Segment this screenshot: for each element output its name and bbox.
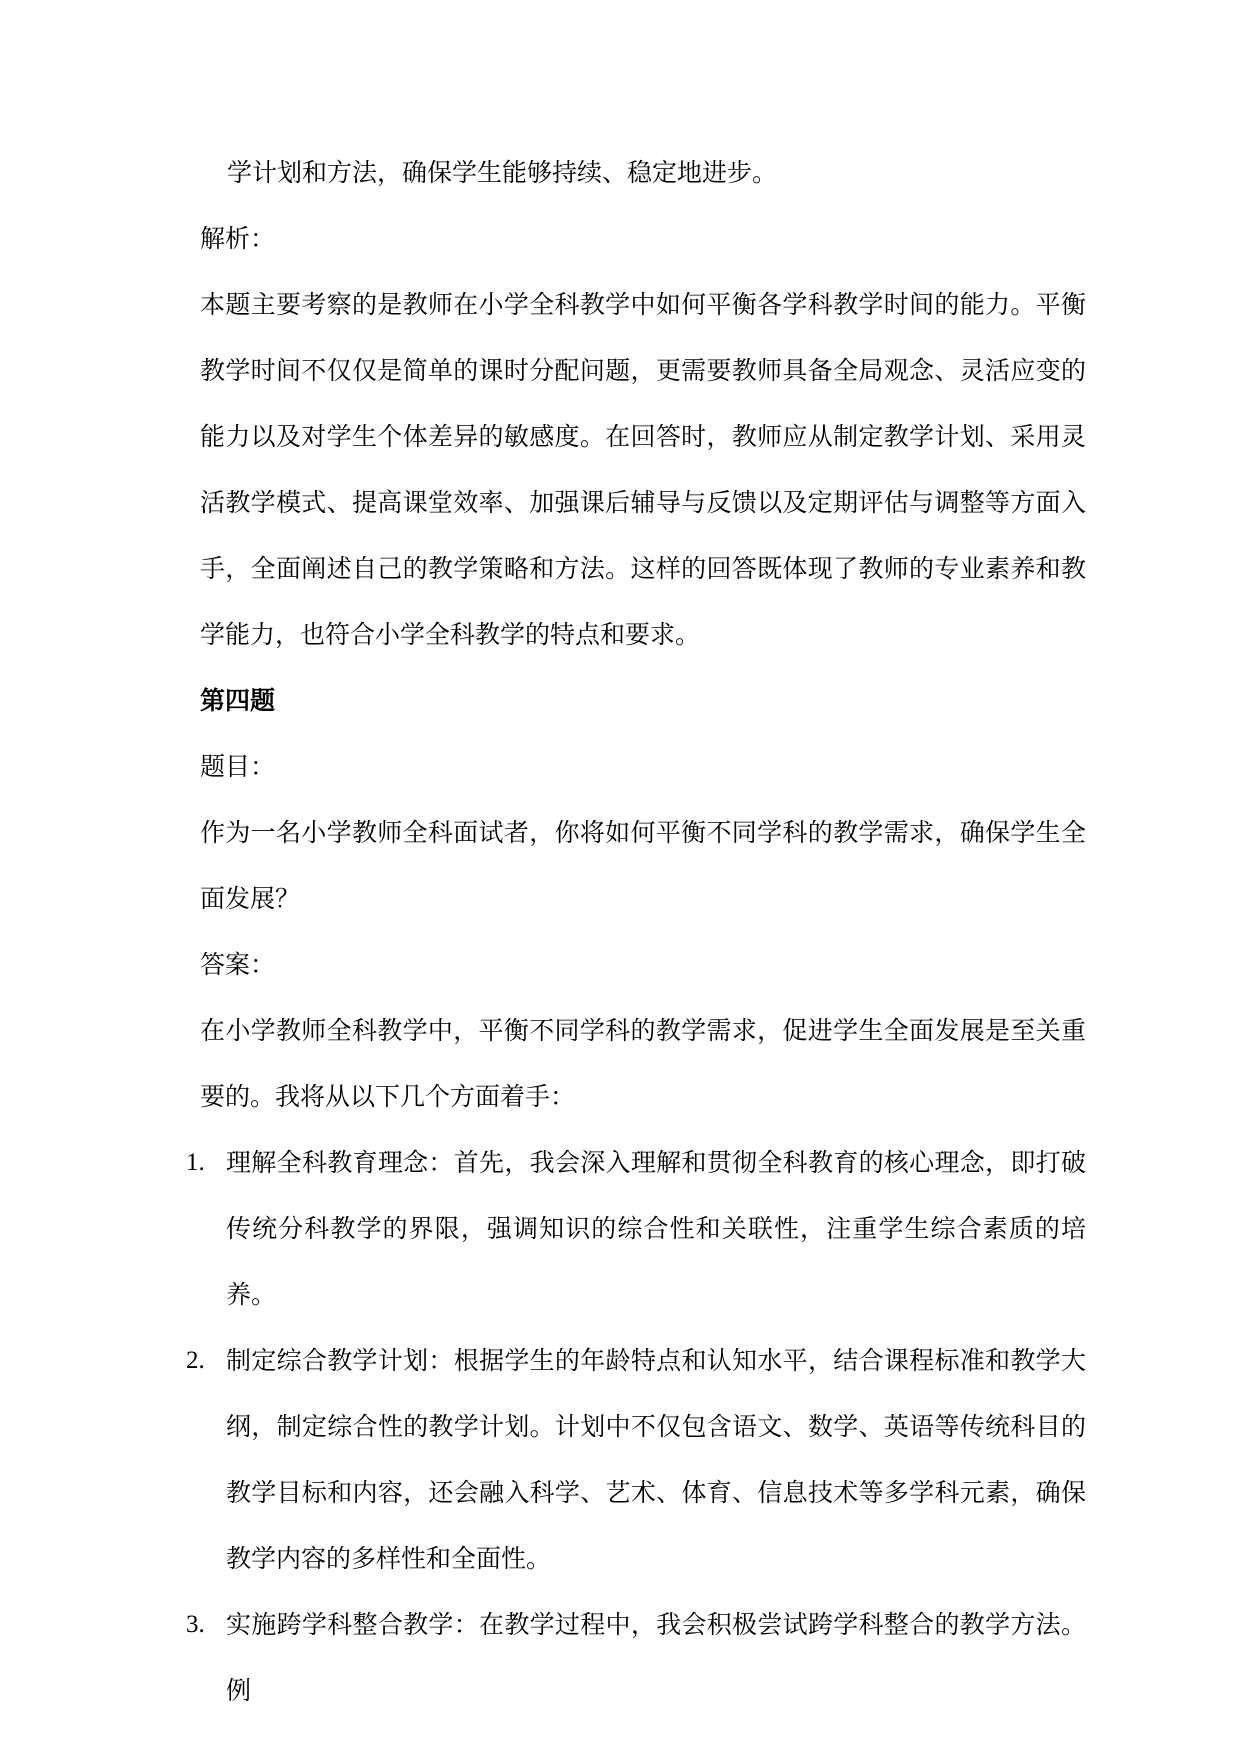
list-item (186, 1130, 1086, 1328)
question-paragraph: 作为一名小学教师全科面试者，你将如何平衡不同学科的教学需求，确保学生全面发展？ (200, 818, 1086, 913)
list-item-number: 3. (186, 1611, 205, 1638)
list-item (186, 1328, 1086, 1592)
continuation-text: 学计划和方法，确保学生能够持续、稳定地进步。 (227, 158, 778, 187)
answer-label: 答案： (200, 950, 276, 979)
list-item-number: 2. (186, 1347, 205, 1374)
list-item-text: 理解全科教育理念：首先，我会深入理解和贯彻全科教育的核心理念，即打破传统分科教学的界限，强调知识的综合性和关联性，注重学生综合素质的培养。 (226, 1148, 1086, 1309)
document-body (186, 140, 1086, 1724)
list-item-text: 制定综合教学计划：根据学生的年龄特点和认知水平，结合课程标准和教学大纲，制定综合性的教学计划。计划中不仅包含语文、数学、英语等传统科目的教学目标和内容，还会融入科学、艺术、体育、信息技术等多学科元素，确保教学内容的多样性和全面性。 (226, 1346, 1086, 1573)
question-label: 题目： (200, 752, 276, 781)
analysis-label: 解析： (200, 224, 276, 253)
list-item-text: 实施跨学科整合教学：在教学过程中，我会积极尝试跨学科整合的教学方法。例 (226, 1610, 1086, 1705)
answer-intro-paragraph: 在小学教师全科教学中，平衡不同学科的教学需求，促进学生全面发展是至关重要的。我将从以下几个方面着手： (200, 1016, 1086, 1111)
section-heading: 第四题 (200, 686, 276, 715)
analysis-paragraph: 本题主要考察的是教师在小学全科教学中如何平衡各学科教学时间的能力。平衡教学时间不仅仅是简单的课时分配问题，更需要教师具备全局观念、灵活应变的能力以及对学生个体差异的敏感度。在回答时，教师应从制定教学计划、采用灵活教学模式、提高课堂效率、加强课后辅导与反馈以及定期评估与调整等方面入手，全面阐述自己的教学策略和方法。这样的回答既体现了教师的专业素养和教学能力，也符合小学全科教学的特点和要求。 (200, 290, 1086, 649)
list-item (186, 1592, 1086, 1724)
list-item-number: 1. (186, 1149, 205, 1176)
